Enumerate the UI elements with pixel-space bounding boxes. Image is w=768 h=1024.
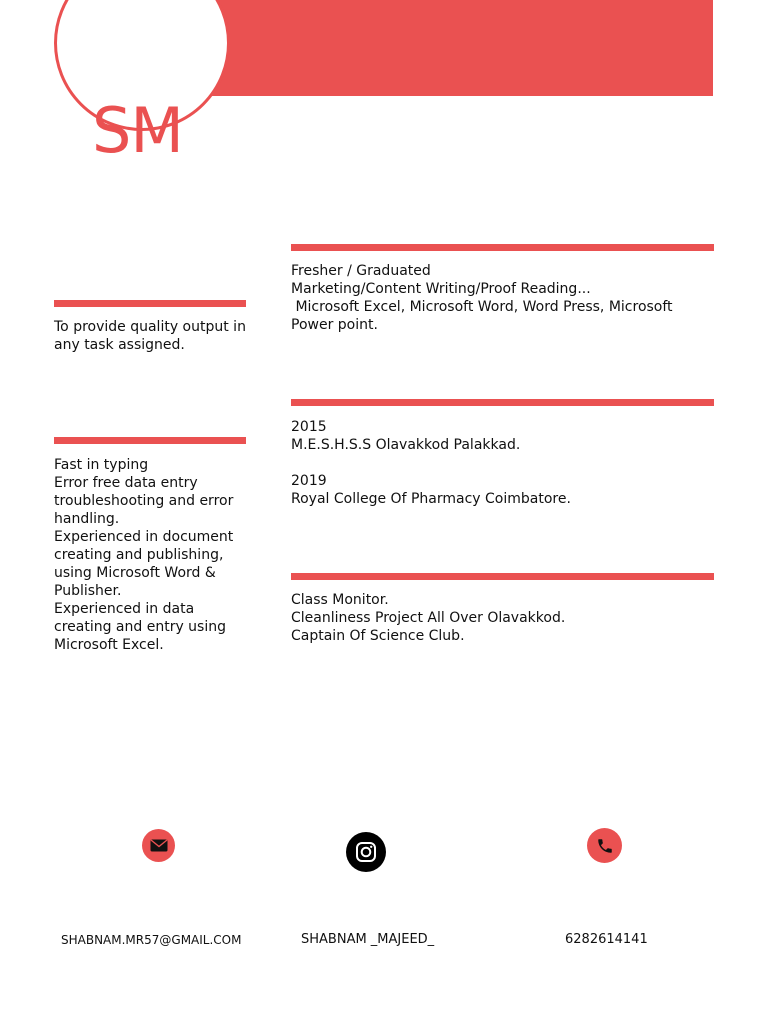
phone-number[interactable]: 6282614141 [565, 932, 648, 947]
skills-divider [54, 437, 246, 444]
profile-line: Power point. [291, 317, 378, 333]
profile-divider [291, 244, 714, 251]
education-year: 2015 [291, 419, 327, 435]
activities-line: Cleanliness Project All Over Olavakkod. [291, 610, 566, 626]
skills-section [54, 456, 264, 654]
skills-line: Experienced in document [54, 529, 234, 545]
skills-line: Fast in typing [54, 457, 149, 473]
skills-line: creating and entry using [54, 619, 226, 635]
objective-line: any task assigned. [54, 337, 185, 353]
skills-line: Experienced in data [54, 601, 195, 617]
profile-section [291, 262, 721, 334]
instagram-icon[interactable] [346, 832, 386, 872]
phone-icon[interactable] [587, 828, 622, 863]
skills-line: Error free data entry [54, 475, 198, 491]
activities-section [291, 591, 721, 645]
instagram-handle[interactable]: SHABNAM _MAJEED_ [301, 932, 435, 947]
skills-line: Microsoft Excel. [54, 637, 164, 653]
profile-line: Marketing/Content Writing/Proof Reading... [291, 281, 591, 297]
skills-line: troubleshooting and error [54, 493, 234, 509]
objective-section [54, 318, 264, 354]
email-address[interactable]: SHABNAM.MR57@GMAIL.COM [61, 933, 242, 947]
activities-line: Captain Of Science Club. [291, 628, 465, 644]
education-school: M.E.S.H.S.S Olavakkod Palakkad. [291, 437, 521, 453]
skills-line: handling. [54, 511, 120, 527]
profile-line: Microsoft Excel, Microsoft Word, Word Press, Microsoft [291, 299, 673, 315]
activities-divider [291, 573, 714, 580]
monogram-initials: SM [92, 94, 183, 167]
envelope-icon[interactable] [142, 829, 175, 862]
education-section [291, 418, 721, 508]
skills-line: creating and publishing, [54, 547, 224, 563]
objective-divider [54, 300, 246, 307]
objective-line: To provide quality output in [54, 319, 246, 335]
skills-line: Publisher. [54, 583, 122, 599]
profile-line: Fresher / Graduated [291, 263, 431, 279]
education-school: Royal College Of Pharmacy Coimbatore. [291, 491, 571, 507]
header-banner [205, 0, 713, 96]
education-divider [291, 399, 714, 406]
education-year: 2019 [291, 473, 327, 489]
skills-line: using Microsoft Word & [54, 565, 216, 581]
activities-line: Class Monitor. [291, 592, 389, 608]
